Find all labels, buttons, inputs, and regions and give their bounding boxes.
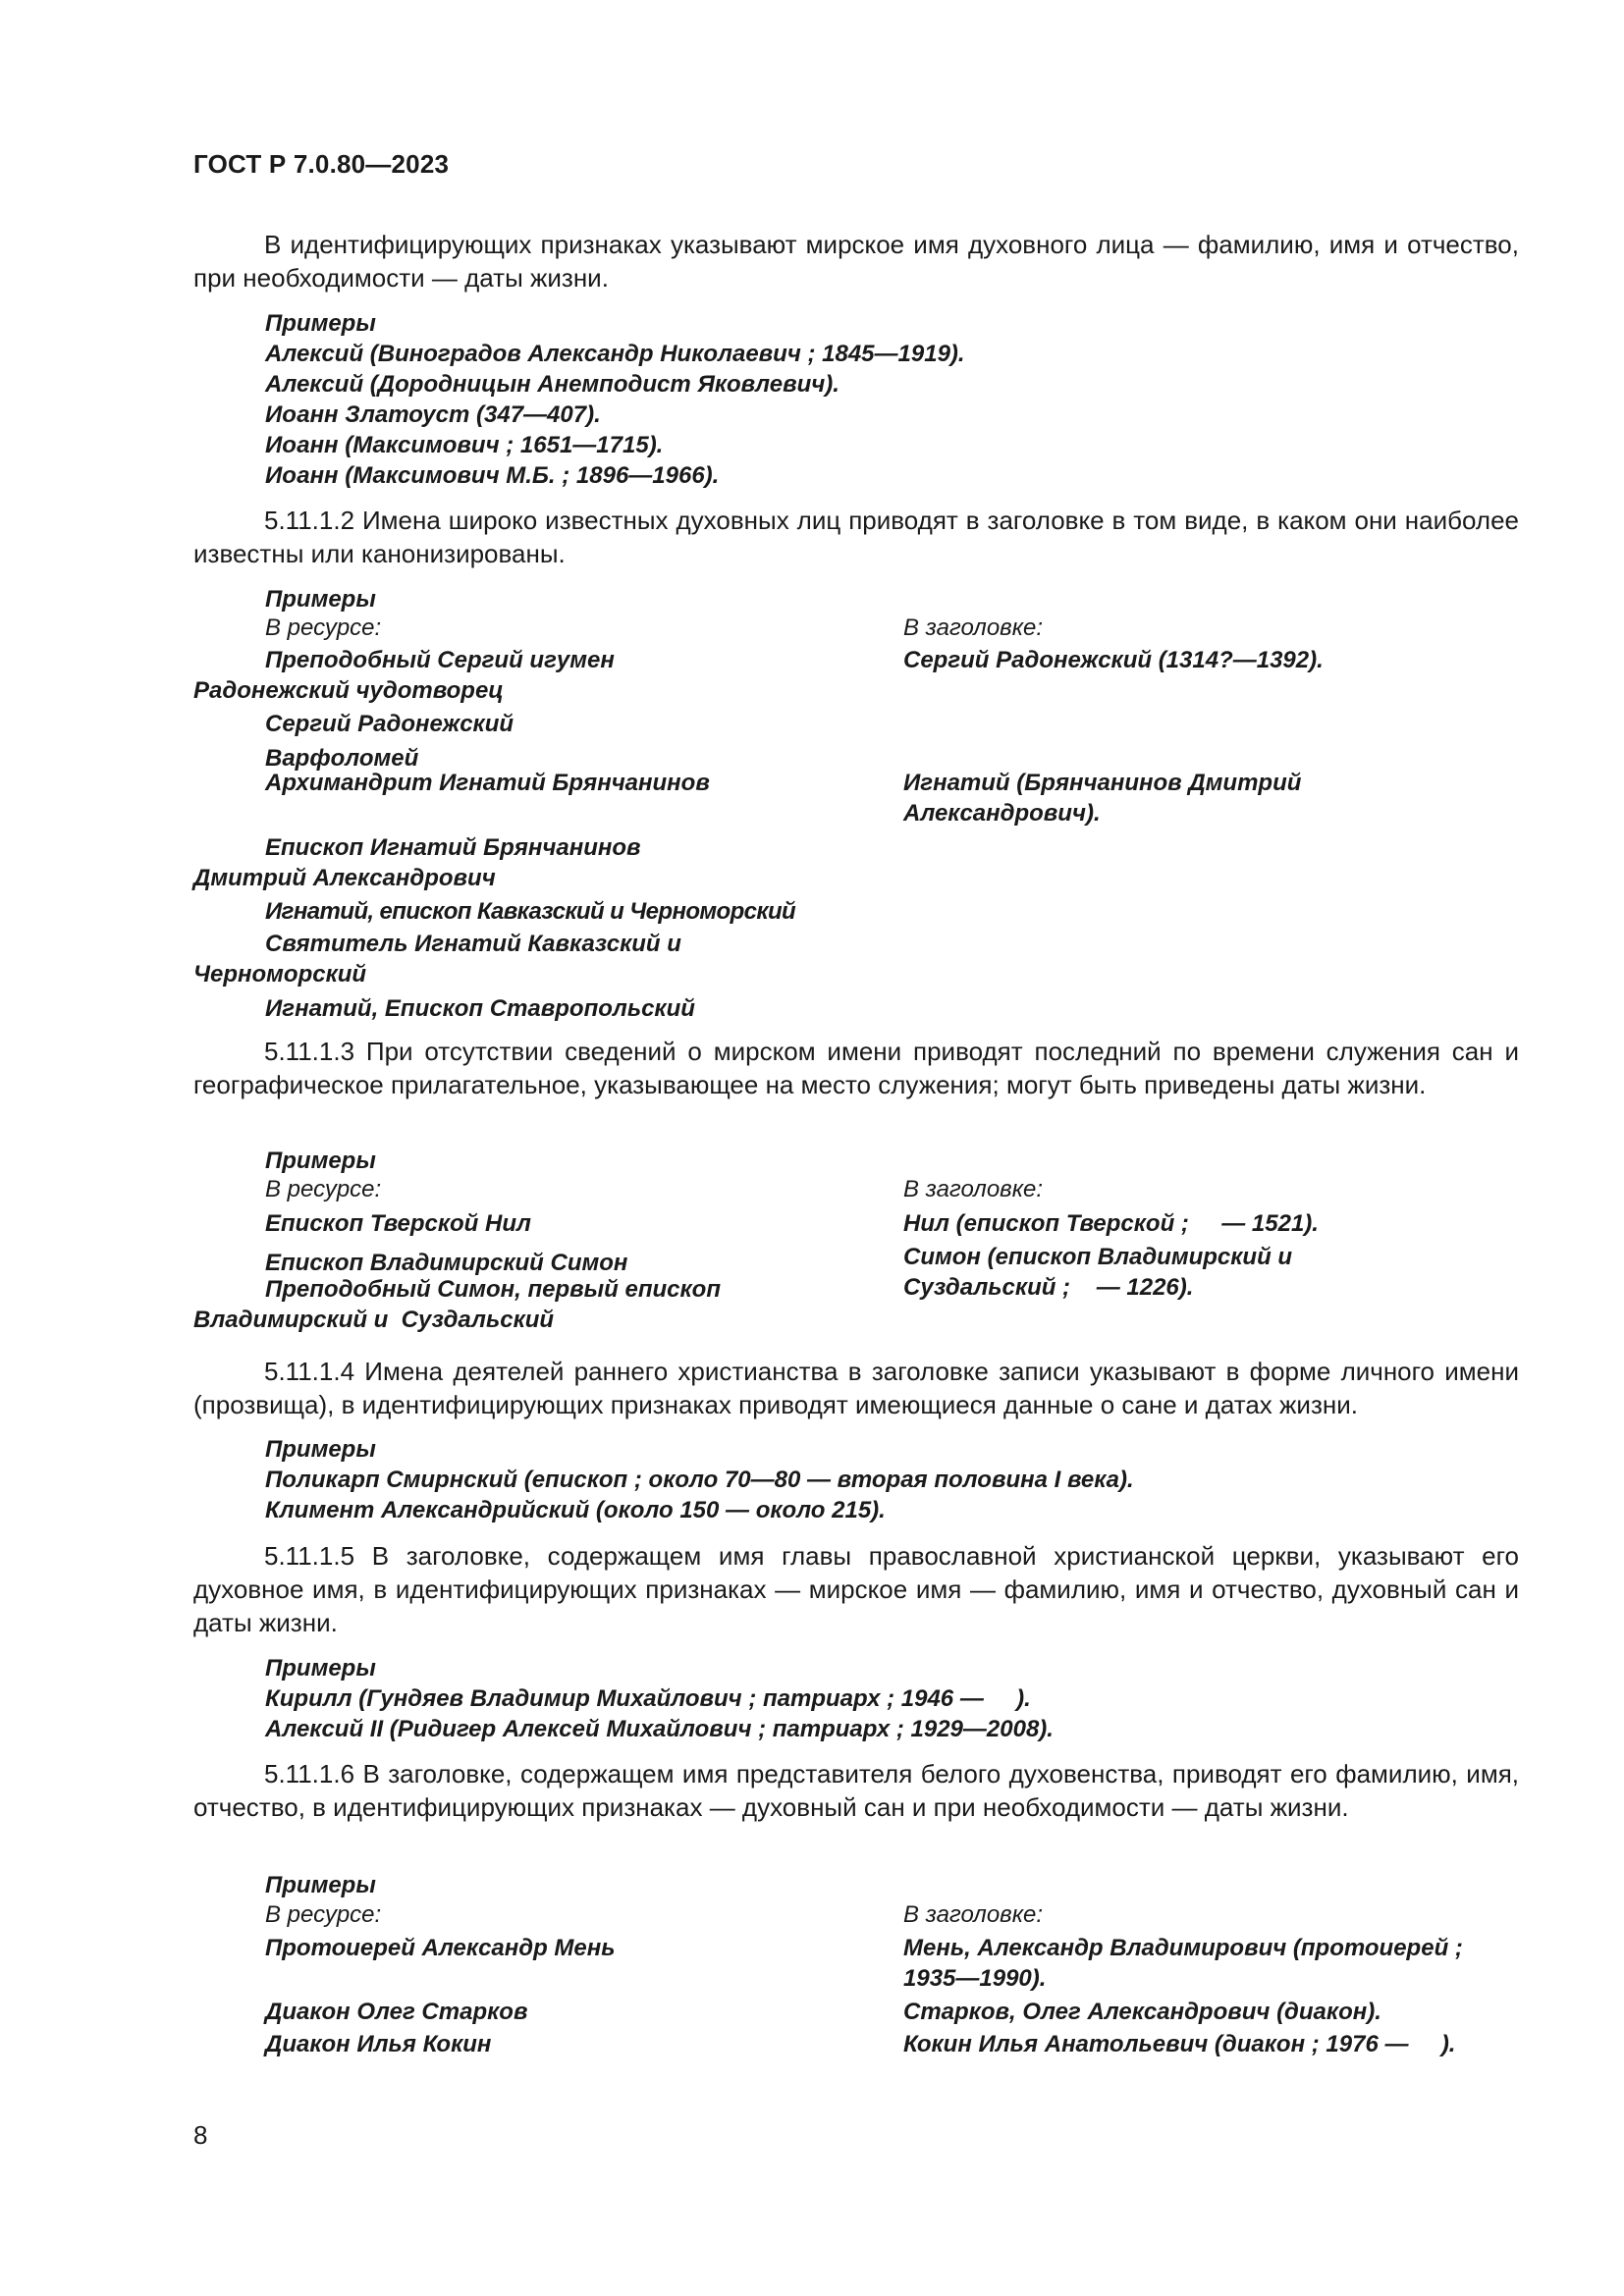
examples-title: Примеры <box>265 586 376 613</box>
heading-entry: Игнатий (Брянчанинов Дмитрий <box>903 770 1302 796</box>
example-line: Климент Александрийский (около 150 — около 215). <box>265 1497 886 1523</box>
heading-entry: Нил (епископ Тверской ; — 1521). <box>903 1210 1319 1237</box>
example-line: Иоанн Златоуст (347—407). <box>265 401 601 428</box>
examples-title: Примеры <box>265 1148 376 1174</box>
examples-title: Примеры <box>265 1436 376 1463</box>
heading-entry: Симон (епископ Владимирский и <box>903 1244 1293 1270</box>
example-line: Иоанн (Максимович М.Б. ; 1896—1966). <box>265 462 720 489</box>
heading-entry-cont: 1935—1990). <box>903 1965 1047 1992</box>
examples-title: Примеры <box>265 310 376 337</box>
label-in-heading: В заголовке: <box>903 1901 1044 1928</box>
resource-entry-cont: Владимирский и Суздальский <box>193 1307 555 1333</box>
paragraph-5-11-1-3: 5.11.1.3 При отсутствии сведений о мирском имени приводят последний по времени служения сан и географическое прилагательное, указывающее на место служения; могут быть приведены даты жизни. <box>193 1037 1519 1099</box>
paragraph-5-11-1-2: 5.11.1.2 Имена широко известных духовных лиц приводят в заголовке в том виде, в каком они наиболее известны или канонизированы. <box>193 506 1519 568</box>
example-line: Поликарп Смирнский (епископ ; около 70—80 — вторая половина I века). <box>265 1467 1134 1493</box>
paragraph-intro: В идентифицирующих признаках указывают мирское имя духовного лица — фамилию, имя и отчество, при необходимости — даты жизни. <box>193 230 1519 293</box>
resource-entry: Варфоломей <box>265 745 419 772</box>
resource-entry: Игнатий, Епископ Ставропольский <box>265 995 695 1022</box>
paragraph-5-11-1-5: 5.11.1.5 В заголовке, содержащем имя главы православной христианской церкви, указывают его духовное имя, в идентифицирующих признаках — мирское имя — фамилию, имя и отчество, духовный сан и даты жизни. <box>193 1541 1519 1637</box>
resource-entry: Диакон Илья Кокин <box>265 2031 492 2057</box>
label-in-resource: В ресурсе: <box>265 1901 382 1928</box>
examples-title: Примеры <box>265 1872 376 1898</box>
resource-entry: Преподобный Симон, первый епископ <box>265 1276 721 1303</box>
resource-entry: Диакон Олег Старков <box>265 1999 528 2025</box>
heading-entry: Мень, Александр Владимирович (протоиерей ; <box>903 1935 1463 1961</box>
resource-entry: Епископ Владимирский Симон <box>265 1250 628 1276</box>
example-line: Иоанн (Максимович ; 1651—1715). <box>265 432 664 458</box>
document-header: ГОСТ Р 7.0.80—2023 <box>193 149 450 179</box>
example-line: Алексий (Виноградов Александр Николаевич ; 1845—1919). <box>265 341 965 367</box>
resource-entry: Протоиерей Александр Мень <box>265 1935 616 1961</box>
heading-entry-cont: Александрович). <box>903 800 1101 827</box>
label-in-heading: В заголовке: <box>903 614 1044 641</box>
label-in-resource: В ресурсе: <box>265 614 382 641</box>
page-number: 8 <box>193 2120 208 2150</box>
example-line: Алексий II (Ридигер Алексей Михайлович ; патриарх ; 1929—2008). <box>265 1716 1054 1742</box>
heading-entry: Старков, Олег Александрович (диакон). <box>903 1999 1381 2025</box>
paragraph-5-11-1-4: 5.11.1.4 Имена деятелей раннего христианства в заголовке записи указывают в форме личного имени (прозвища), в идентифицирующих признаках приводят имеющиеся данные о сане и датах жизни. <box>193 1357 1519 1419</box>
resource-entry-cont: Дмитрий Александрович <box>193 865 496 891</box>
resource-entry-cont: Радонежский чудотворец <box>193 677 504 704</box>
resource-entry: Епископ Тверской Нил <box>265 1210 531 1237</box>
resource-entry: Сергий Радонежский <box>265 711 514 737</box>
example-line: Алексий (Дородницын Анемподист Яковлевич). <box>265 371 839 398</box>
paragraph-5-11-1-6: 5.11.1.6 В заголовке, содержащем имя представителя белого духовенства, приводят его фамилию, имя, отчество, в идентифицирующих признаках — духовный сан и при необходимости — даты жизни. <box>193 1759 1519 1822</box>
label-in-heading: В заголовке: <box>903 1176 1044 1202</box>
resource-entry-cont: Черноморский <box>193 961 367 988</box>
heading-entry-cont: Суздальский ; — 1226). <box>903 1274 1194 1301</box>
resource-entry: Преподобный Сергий игумен <box>265 647 615 673</box>
resource-entry: Игнатий, епископ Кавказский и Черноморский <box>265 898 796 925</box>
label-in-resource: В ресурсе: <box>265 1176 382 1202</box>
heading-entry: Сергий Радонежский (1314?—1392). <box>903 647 1324 673</box>
example-line: Кирилл (Гундяев Владимир Михайлович ; патриарх ; 1946 — ). <box>265 1685 1031 1712</box>
resource-entry: Святитель Игнатий Кавказский и <box>265 931 681 957</box>
examples-title: Примеры <box>265 1655 376 1682</box>
resource-entry: Епископ Игнатий Брянчанинов <box>265 834 641 861</box>
heading-entry: Кокин Илья Анатольевич (диакон ; 1976 — ). <box>903 2031 1456 2057</box>
resource-entry: Архимандрит Игнатий Брянчанинов <box>265 770 710 796</box>
